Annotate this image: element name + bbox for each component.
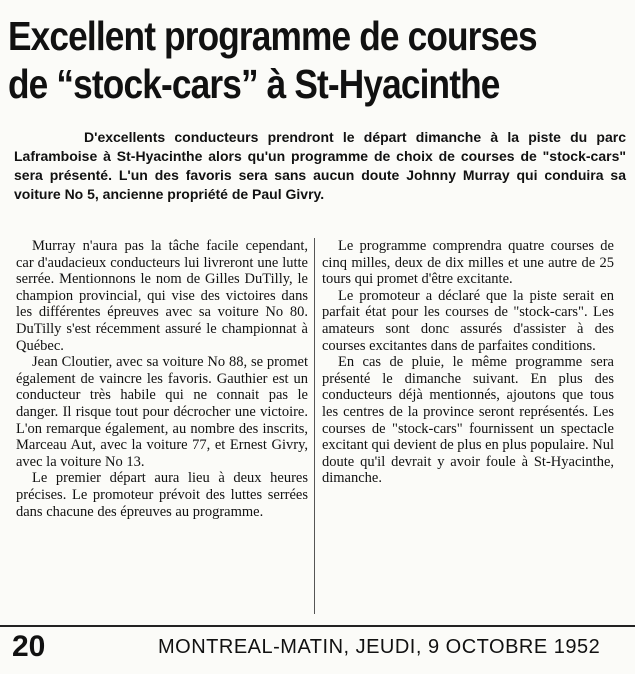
right-paragraph-1: Le programme comprendra quatre courses de cinq milles, deux de dix milles et une autre de 25 tours qui promet d'être excitante. xyxy=(322,238,614,288)
left-paragraph-1: Murray n'aura pas la tâche facile cependant, car d'audacieux conducteurs lui livreront une lutte serrée. Mentionnons le nom de Gilles DuTilly, le champion provincial, qui vise des victoires dans les différentes épreuves avec sa voiture No 80. DuTilly s'est récemment assuré le championnat à Québec. xyxy=(16,238,308,354)
headline-line-2: de “stock-cars” à St-Hyacinthe xyxy=(8,61,500,107)
masthead-dateline xyxy=(158,635,600,659)
left-paragraph-2: Jean Cloutier, avec sa voiture No 88, se promet également de vaincre les favoris. Gauthier est un conducteur très habile qui ne connait pas le danger. Il risque tout pour décrocher une victoire. L'on remarque également, au nombre des inscrits, Marceau Aut, avec la voiture 77, et Ernest Givry, avec la voiture No 13. xyxy=(16,354,308,470)
headline xyxy=(8,12,541,108)
left-column xyxy=(16,238,308,520)
newspaper-name: MONTREAL-MATIN, xyxy=(158,636,350,658)
right-paragraph-3: En cas de pluie, le même programme sera présenté le dimanche suivant. En plus des conducteurs déjà mentionnés, ajoutons que tous les centres de la province seront représentés. Les courses de "stock-cars" fournissent un spectacle excitant qui devient de plus en plus populaire. Nul doute qu'il devrait y avoir foule à St-Hyacinthe, dimanche. xyxy=(322,354,614,487)
publication-date: JEUDI, 9 OCTOBRE 1952 xyxy=(355,636,601,658)
footer-divider xyxy=(0,625,635,627)
column-divider xyxy=(314,238,315,614)
page-number: 20 xyxy=(12,630,46,663)
headline-line-1: Excellent programme de courses xyxy=(8,13,537,59)
right-paragraph-2: Le promoteur a déclaré que la piste serait en parfait état pour les courses de "stock-cars". Les amateurs sont donc assurés d'assister à des courses excitantes dans de parfaites conditions. xyxy=(322,287,614,354)
right-column xyxy=(322,238,614,487)
lede-paragraph: D'excellents conducteurs prendront le départ dimanche à la piste du parc Laframboise à St-Hyacinthe alors qu'un programme de choix de courses de "stock-cars" sera présenté. L'un des favoris sera sans aucun doute Johnny Murray qui conduira sa voiture No 5, ancienne propriété de Paul Givry. xyxy=(14,129,626,202)
left-paragraph-3: Le premier départ aura lieu à deux heures précises. Le promoteur prévoit des luttes serrées dans chacune des épreuves au programme. xyxy=(16,470,308,520)
